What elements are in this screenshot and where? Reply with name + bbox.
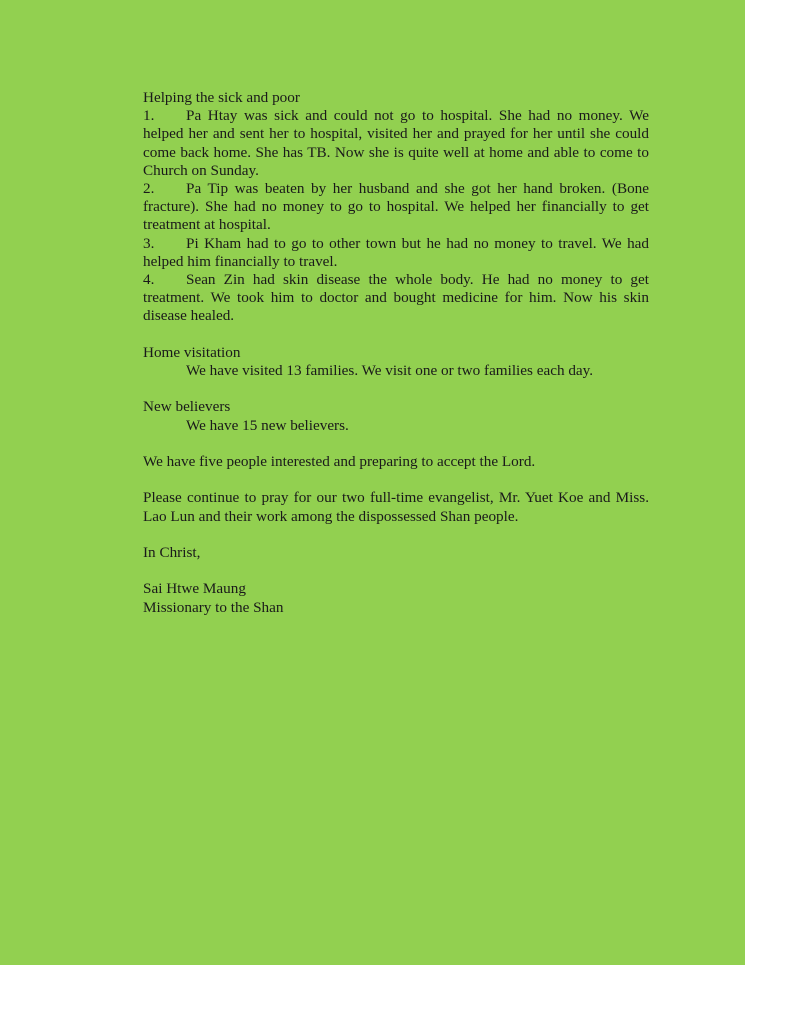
list-item-text: Pa Htay was sick and could not go to hospital. She had no money. We helped her and sent her to hospital, visited her and prayed for her until she could come back home. She has TB. Now she is quite well at home and able to come to Church on Sunday. xyxy=(143,107,649,179)
list-item-number: 1. xyxy=(143,107,155,125)
signature-title: Missionary to the Shan xyxy=(143,598,284,616)
document-body xyxy=(143,89,649,617)
section-heading-new-believers: New believers xyxy=(143,398,231,416)
interested-paragraph: We have five people interested and preparing to accept the Lord. xyxy=(143,453,536,471)
list-item-number: 4. xyxy=(143,271,155,289)
closing-line: In Christ, xyxy=(143,544,201,561)
section-heading-home-visitation: Home visitation xyxy=(143,343,241,361)
list-item xyxy=(143,271,649,326)
section-heading-helping: Helping the sick and poor xyxy=(143,89,300,106)
list-item xyxy=(143,180,649,235)
new-believers-text: We have 15 new believers. xyxy=(186,416,349,434)
spacer xyxy=(143,526,649,544)
spacer xyxy=(143,380,649,398)
list-item-text: Pa Tip was beaten by her husband and she got her hand broken. (Bone fracture). She had no money to go to hospital. We helped her financially to get treatment at hospital. xyxy=(143,180,649,234)
list-item-text: Sean Zin had skin disease the whole body. He had no money to get treatment. We took him to doctor and bought medicine for him. Now his skin disease healed. xyxy=(143,271,649,325)
prayer-request-paragraph: Please continue to pray for our two full-time evangelist, Mr. Yuet Koe and Miss. Lao Lun and their work among the dispossessed Shan people. xyxy=(143,489,649,525)
spacer xyxy=(143,326,649,344)
list-item-text: Pi Kham had to go to other town but he had no money to travel. We had helped him financially to travel. xyxy=(143,234,649,270)
list-item xyxy=(143,107,649,180)
spacer xyxy=(143,435,649,453)
list-item-number: 3. xyxy=(143,234,155,252)
list-item-number: 2. xyxy=(143,180,155,198)
spacer xyxy=(143,471,649,489)
list-item xyxy=(143,235,649,271)
home-visitation-text: We have visited 13 families. We visit one or two families each day. xyxy=(186,362,594,380)
spacer xyxy=(143,562,649,580)
signature-name: Sai Htwe Maung xyxy=(143,580,246,598)
